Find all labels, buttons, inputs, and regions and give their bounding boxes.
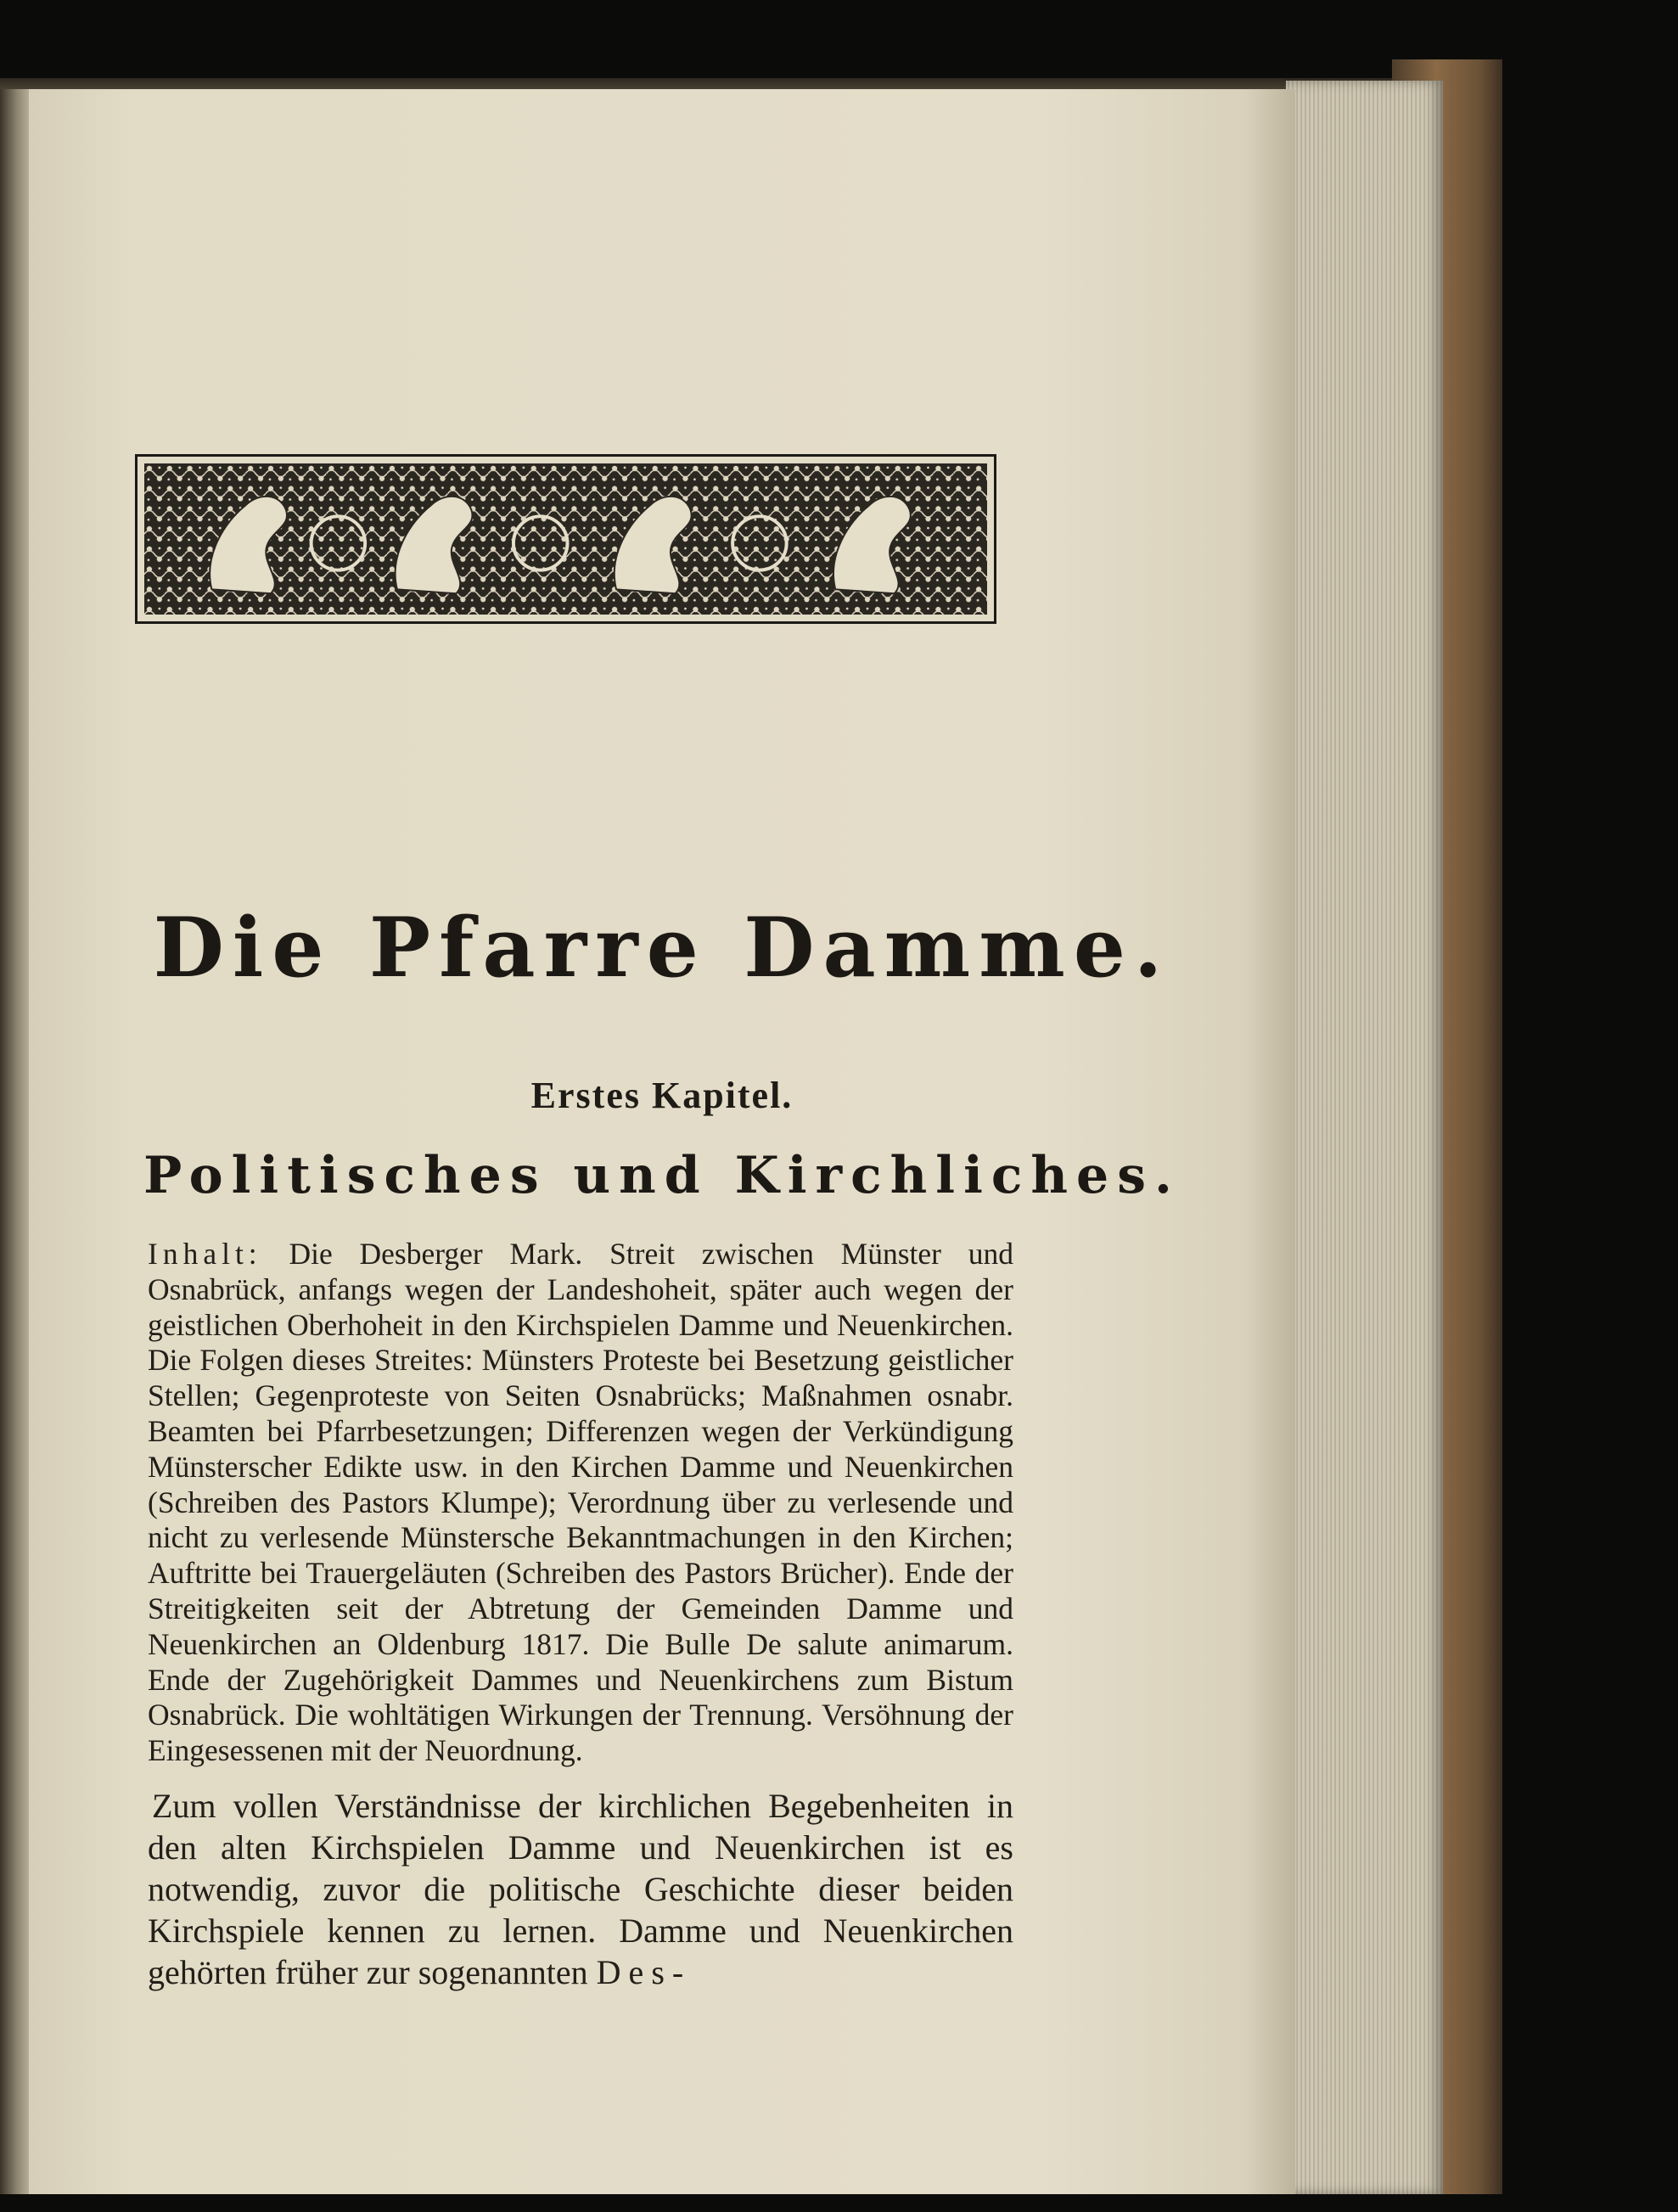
body-paragraph bbox=[148, 1785, 1013, 1993]
summary-text: Die Desberger Mark. Streit zwischen Münster und Osnabrück, anfangs wegen der Landeshoheit, später auch wegen der geistlichen Oberhoheit in den Kirchspielen Damme und Neuenkirchen. Die Folgen dieses Streites: Münsters Proteste bei Besetzung geistlicher Stellen; Gegenproteste von Seiten Osnabrücks; Maßnahmen osnabr. Beamten bei Pfarrbesetzungen; Differenzen wegen der Verkündigung Münsterscher Edikte usw. in den Kirchen Damme und Neuenkirchen (Schreiben des Pastors Klumpe); Verordnung über zu verlesende und nicht zu verlesende Münstersche Bekanntmachungen in den Kirchen; Auftritte bei Trauergeläuten (Schreiben des Pastors Brücher). Ende der Streitigkeiten seit der Abtretung der Gemeinden Damme und Neuenkirchen an Oldenburg 1817. Die Bulle De salute animarum. Ende der Zugehörigkeit Dammes und Neuenkirchens zum Bistum Osnabrück. Die wohltätigen Wirkungen der Trennung. Versöhnung der Eingesessenen mit der Neuordnung. bbox=[148, 1237, 1013, 1768]
ornamental-header-band bbox=[135, 454, 996, 624]
page-title: Die Pfarre Damme. bbox=[153, 900, 1171, 996]
body-paragraph-trailing: Des- bbox=[596, 1953, 692, 1991]
left-page-edge bbox=[0, 89, 29, 2194]
chapter-title: Politisches und Kirchliches. bbox=[143, 1146, 1181, 1205]
book-page bbox=[29, 89, 1295, 2194]
chapter-label: Erstes Kapitel. bbox=[530, 1075, 794, 1116]
ornament-pattern-graphic bbox=[144, 463, 987, 615]
summary-label: Inhalt: bbox=[148, 1237, 262, 1271]
body-paragraph-text: Zum vollen Verständnisse der kirchlichen Begebenheiten in den alten Kirchspielen Damme und Neuenkirchen ist es notwendig, zuvor die politische Geschichte dieser beiden Kirchspiele kennen zu lernen. Damme und Neuenkirchen gehörten früher zur sogenannten bbox=[148, 1787, 1013, 1991]
page-block-edges bbox=[1286, 81, 1443, 2194]
chapter-summary bbox=[148, 1237, 1013, 1769]
